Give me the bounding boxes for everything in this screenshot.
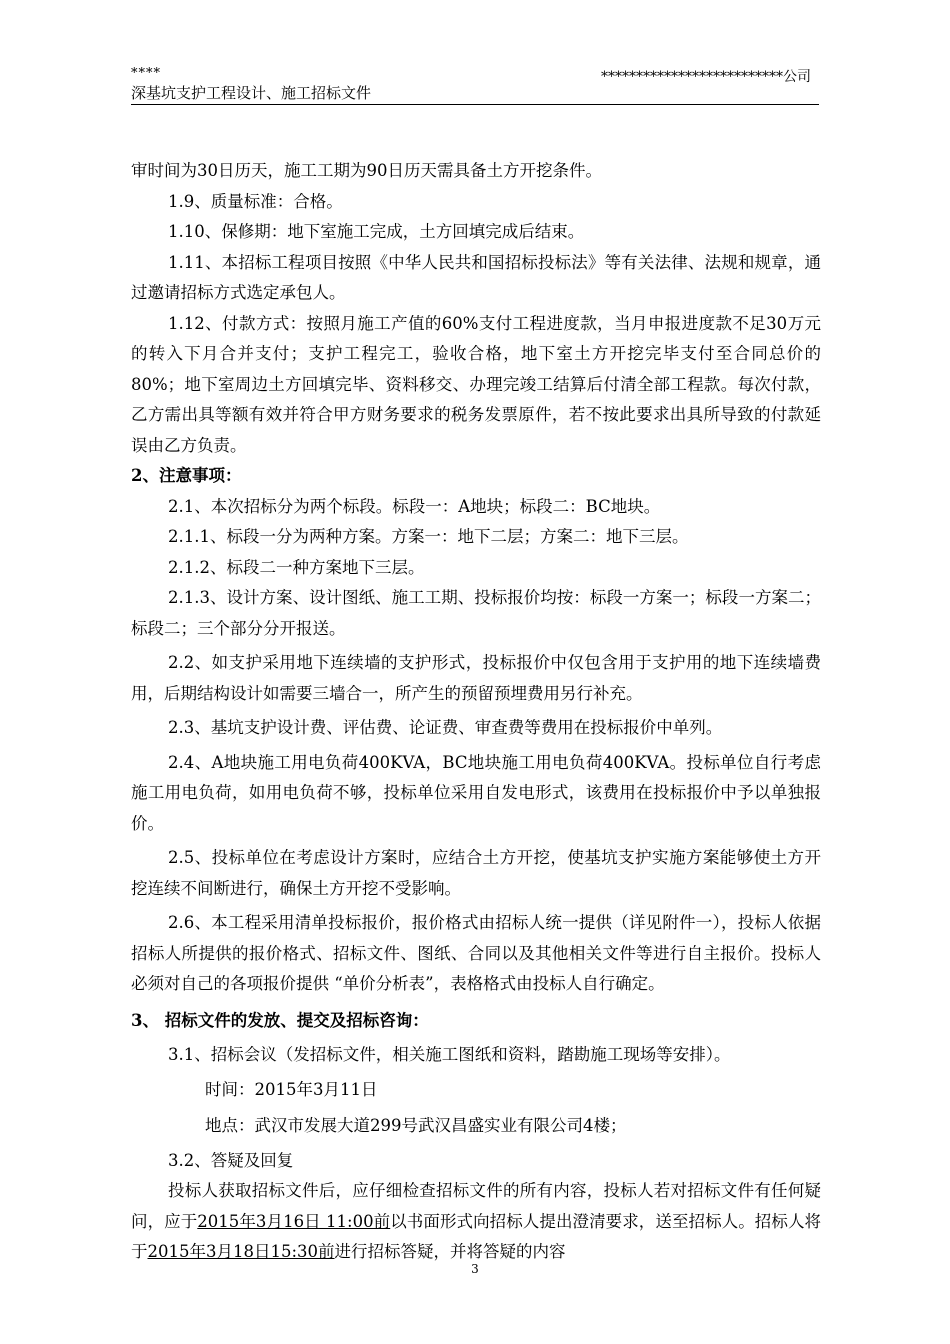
- paragraph-1-9: 1.9、质量标准：合格。: [168, 191, 343, 211]
- meeting-time: 时间：2015年3月11日: [205, 1079, 378, 1099]
- document-body: [131, 156, 821, 1268]
- heading-section-3: 3、 招标文件的发放、提交及招标咨询：: [131, 1010, 429, 1030]
- qa-text-3: 进行招标答疑，并将答疑的内容: [334, 1242, 566, 1261]
- qa-deadline-2: 2015年3月18日15:30前: [147, 1242, 335, 1261]
- paragraph-1-12: 1.12、付款方式：按照月施工产值的60%支付工程进度款，当月申报进度款不足30万元的转入下月合并支付；支护工程完工，验收合格，地下室土方开挖完毕支付至合同总价的80%；地下室周边土方回填完毕、资料移交、办理完竣工结算后付清全部工程款。每次付款，乙方需出具等额有效并符合甲方财务要求的税务发票原件，若不按此要求出具所导致的付款延误由乙方负责。: [131, 313, 821, 455]
- meeting-place: 地点：武汉市发展大道299号武汉昌盛实业有限公司4楼；: [205, 1116, 627, 1135]
- paragraph-2-4: 2.4、A地块施工用电负荷400KVA，BC地块施工用电负荷400KVA。投标单位自行考虑施工用电负荷，如用电负荷不够，投标单位采用自发电形式，该费用在投标报价中予以单独报价。: [131, 752, 821, 833]
- paragraph-qa: [131, 1176, 821, 1268]
- paragraph-2-6: 2.6、本工程采用清单投标报价，报价格式由招标人统一提供（详见附件一），投标人依据招标人所提供的报价格式、招标文件、图纸、合同以及其他相关文件等进行自主报价。投标人必须对自己的各项报价提供 “单价分析表”，表格格式由投标人自行确定。: [131, 913, 821, 993]
- page-header: [131, 62, 819, 105]
- paragraph-1-11: 1.11、本招标工程项目按照《中华人民共和国招标投标法》等有关法律、法规和规章，通过邀请招标方式选定承包人。: [131, 252, 821, 302]
- qa-text-2: 以书面形式向招标人提出澄清要求，送至招标人。招标人将于: [131, 1211, 822, 1261]
- header-company: **************************公司: [601, 69, 811, 85]
- header-doc-title: 深基坑支护工程设计、施工招标文件: [131, 84, 372, 102]
- qa-text-1: 投标人获取招标文件后，应仔细检查招标文件的所有内容，投标人若对招标文件有任何疑问，应于: [131, 1181, 821, 1231]
- paragraph-2-1-3: 2.1.3、设计方案、设计图纸、施工工期、投标报价均按：标段一方案一；标段一方案二；标段二；三个部分分开报送。: [131, 588, 821, 638]
- paragraph-2-1: 2.1、本次招标分为两个标段。标段一：A地块；标段二：BC地块。: [168, 496, 661, 516]
- header-code: ****: [131, 66, 161, 81]
- paragraph-3-1: 3.1、招标会议（发招标文件，相关施工图纸和资料，踏勘施工现场等安排）。: [168, 1045, 731, 1064]
- paragraph-1-10: 1.10、保修期：地下室施工完成，土方回填完成后结束。: [168, 222, 585, 241]
- qa-deadline-1: 2015年3月16日 11:00前: [197, 1211, 391, 1231]
- paragraph-2-1-1: 2.1.1、标段一分为两种方案。方案一：地下二层；方案二：地下三层。: [168, 527, 689, 546]
- paragraph-continued: 审时间为30日历天，施工工期为90日历天需具备土方开挖条件。: [131, 161, 602, 180]
- page-number: 3: [471, 1262, 479, 1276]
- paragraph-2-2: 2.2、如支护采用地下连续墙的支护形式，投标报价中仅包含用于支护用的地下连续墙费用，后期结构设计如需要三墙合一，所产生的预留预埋费用另行补充。: [131, 653, 821, 703]
- paragraph-2-5: 2.5、投标单位在考虑设计方案时，应结合土方开挖，使基坑支护实施方案能够使土方开挖连续不间断进行，确保土方开挖不受影响。: [131, 848, 821, 898]
- paragraph-3-2: 3.2、答疑及回复: [168, 1150, 294, 1170]
- paragraph-2-1-2: 2.1.2、标段二一种方案地下三层。: [168, 557, 425, 577]
- heading-section-2: 2、注意事项：: [131, 466, 242, 485]
- paragraph-2-3: 2.3、基坑支护设计费、评估费、论证费、审查费等费用在投标报价中单列。: [168, 718, 723, 737]
